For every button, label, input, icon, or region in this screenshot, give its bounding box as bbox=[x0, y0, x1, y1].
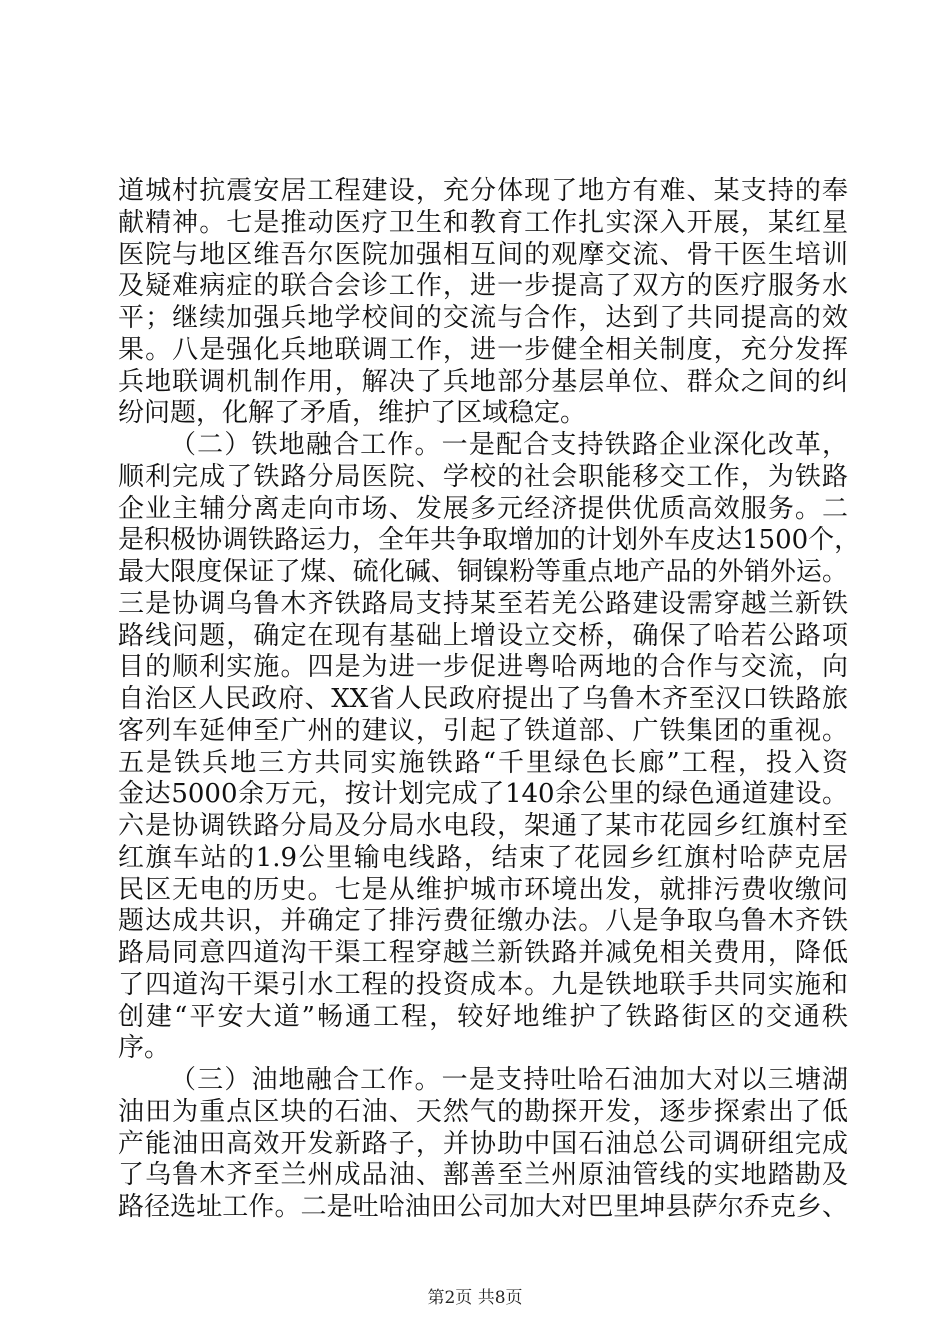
text-line: 目的顺利实施。四是为进一步促进粤哈两地的合作与交流，向 bbox=[118, 652, 848, 683]
text-line: 最大限度保证了煤、硫化碱、铜镍粉等重点地产品的外销外运。 bbox=[118, 557, 848, 587]
text-line: 果。八是强化兵地联调工作，进一步健全相关制度，充分发挥 bbox=[118, 334, 848, 365]
text-line: 金达5000余万元，按计划完成了140余公里的绿色通道建设。 bbox=[118, 779, 848, 810]
section-heading-line: （三）油地融合工作。一是支持吐哈石油加大对以三塘湖 bbox=[170, 1065, 848, 1095]
text-line: 平；继续加强兵地学校间的交流与合作，达到了共同提高的效 bbox=[118, 303, 848, 333]
text-line: 了四道沟干渠引水工程的投资成本。九是铁地联手共同实施和 bbox=[118, 969, 848, 1000]
document-body bbox=[118, 176, 861, 1224]
text-line: 六是协调铁路分局及分局水电段，架通了某市花园乡红旗村至 bbox=[118, 811, 848, 841]
text-line: 客列车延伸至广州的建议，引起了铁道部、广铁集团的重视。 bbox=[118, 715, 848, 746]
text-line: 题达成共识，并确定了排污费征缴办法。八是争取乌鲁木齐铁 bbox=[118, 906, 848, 937]
section-heading-line: （二）铁地融合工作。一是配合支持铁路企业深化改革， bbox=[170, 430, 848, 460]
text-line: 兵地联调机制作用，解决了兵地部分基层单位、群众之间的纠 bbox=[118, 366, 848, 397]
text-line: 顺利完成了铁路分局医院、学校的社会职能移交工作，为铁路 bbox=[118, 461, 848, 492]
text-line: 及疑难病症的联合会诊工作，进一步提高了双方的医疗服务水 bbox=[118, 271, 848, 302]
text-line: 自治区人民政府、XX省人民政府提出了乌鲁木齐至汉口铁路旅 bbox=[118, 684, 848, 714]
text-line: 序。 bbox=[118, 1033, 171, 1064]
text-line: 是积极协调铁路运力，全年共争取增加的计划外车皮达1500个， bbox=[118, 525, 861, 556]
text-line: 红旗车站的1.9公里输电线路，结束了花园乡红旗村哈萨克居 bbox=[118, 842, 848, 873]
text-line: 三是协调乌鲁木齐铁路局支持某至若羌公路建设需穿越兰新铁 bbox=[118, 588, 848, 619]
text-line: 五是铁兵地三方共同实施铁路“千里绿色长廊”工程，投入资 bbox=[118, 747, 848, 778]
text-line: 油田为重点区块的石油、天然气的勘探开发，逐步探索出了低 bbox=[118, 1096, 848, 1127]
page-number-footer: 第2页 共8页 bbox=[427, 1288, 523, 1308]
text-line: 纷问题，化解了矛盾，维护了区域稳定。 bbox=[118, 398, 587, 429]
text-line: 路径选址工作。二是吐哈油田公司加大对巴里坤县萨尔乔克乡、 bbox=[118, 1192, 848, 1222]
text-line: 路线问题，确定在现有基础上增设立交桥，确保了哈若公路项 bbox=[118, 620, 848, 651]
text-line: 企业主辅分离走向市场、发展多元经济提供优质高效服务。二 bbox=[118, 493, 848, 524]
text-line: 道城村抗震安居工程建设，充分体现了地方有难、某支持的奉 bbox=[118, 176, 848, 206]
text-line: 民区无电的历史。七是从维护城市环境出发，就排污费收缴问 bbox=[118, 874, 848, 905]
text-line: 创建“平安大道”畅通工程，较好地维护了铁路街区的交通秩 bbox=[118, 1001, 848, 1032]
text-line: 产能油田高效开发新路子，并协助中国石油总公司调研组完成 bbox=[118, 1128, 848, 1159]
text-line: 路局同意四道沟干渠工程穿越兰新铁路并减免相关费用，降低 bbox=[118, 938, 848, 968]
text-line: 献精神。七是推动医疗卫生和教育工作扎实深入开展，某红星 bbox=[118, 207, 848, 238]
text-line: 了乌鲁木齐至兰州成品油、鄯善至兰州原油管线的实地踏勘及 bbox=[118, 1160, 848, 1191]
text-line: 医院与地区维吾尔医院加强相互间的观摩交流、骨干医生培训 bbox=[118, 239, 848, 270]
